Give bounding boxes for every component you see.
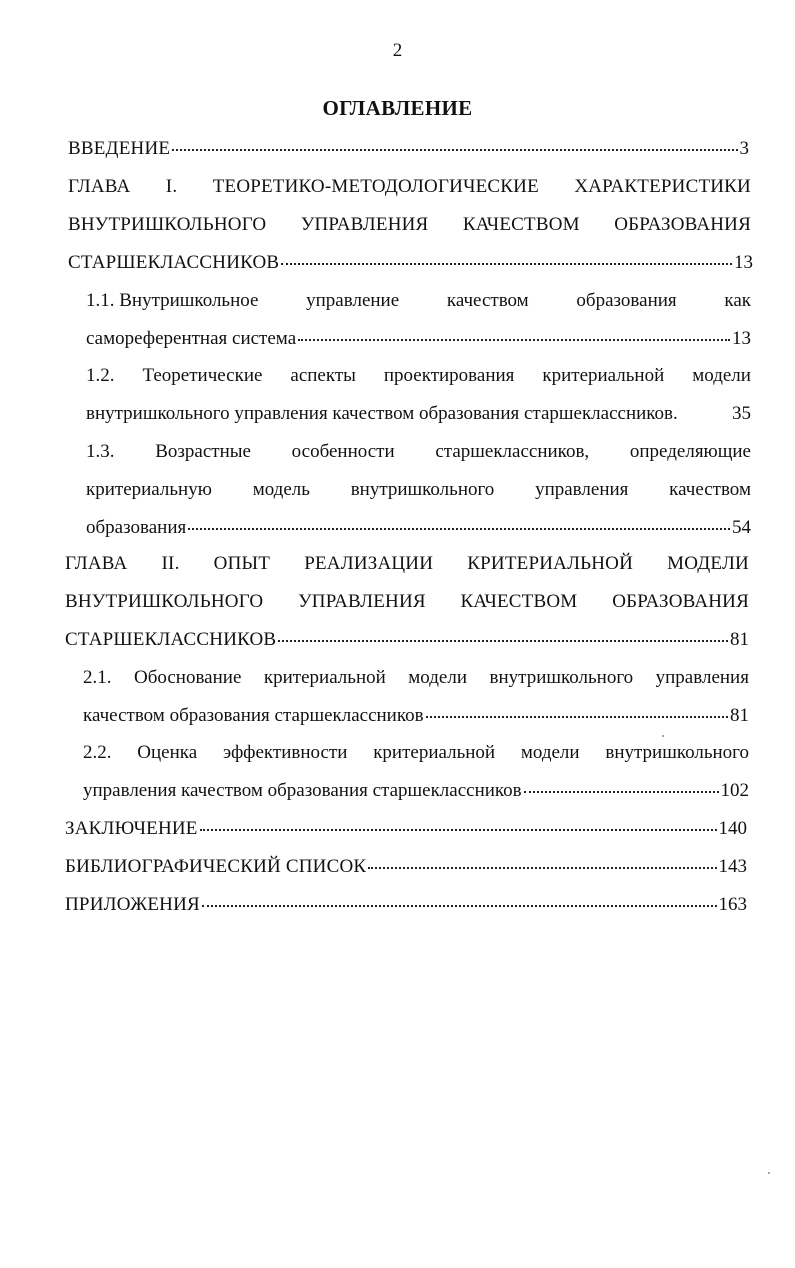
toc-entry-word: 1.2. (86, 365, 115, 386)
leader-dots (368, 848, 716, 869)
toc-entry-word: ХАРАКТЕРИСТИКИ (574, 176, 751, 197)
toc-page-number: 81 (730, 629, 749, 650)
toc-entry-word: модели (408, 667, 468, 688)
toc-entry-word: управления (535, 479, 629, 500)
toc-entry-label: самореферентная система (86, 328, 297, 349)
scan-speck (662, 735, 664, 737)
toc-entry-word: проектирования (383, 365, 515, 386)
toc-entry-word: МОДЕЛИ (667, 553, 749, 574)
toc-page-number: 3 (739, 138, 749, 159)
toc-entry-label: внутришкольного управления качеством образования старшеклассников. (86, 403, 678, 424)
toc-entry-word: управления (655, 667, 749, 688)
toc-page-number: 81 (730, 705, 749, 726)
toc-entry-word: 1.1. Внутришкольное (86, 290, 259, 311)
scan-speck (768, 1172, 770, 1174)
leader-dots (281, 244, 732, 265)
toc-entry-word: РЕАЛИЗАЦИИ (304, 553, 434, 574)
toc-entry-word: критериальной (542, 365, 665, 386)
toc-entry-word: внутришкольного (350, 479, 495, 500)
toc-entry-conclusion[interactable] (65, 810, 747, 848)
toc-page-number: 13 (734, 252, 753, 273)
toc-page-number: 13 (732, 328, 751, 349)
toc-entry-word: особенности (291, 441, 395, 462)
toc-entry-word: КРИТЕРИАЛЬНОЙ (467, 553, 634, 574)
toc-entry-word: как (724, 290, 751, 311)
toc-entry-word: ВНУТРИШКОЛЬНОГО (68, 214, 267, 235)
toc-entry-section-2-2[interactable] (83, 734, 749, 810)
leader-dots (298, 320, 730, 341)
toc-entry-section-2-1[interactable] (83, 659, 749, 735)
toc-entry-section-1-2[interactable] (86, 357, 751, 433)
toc-entry-word: критериальную (86, 479, 212, 500)
toc-entry-word: Возрастные (155, 441, 251, 462)
toc-entry-appendices[interactable] (65, 886, 747, 924)
toc-entry-label: качеством образования старшеклассников (83, 705, 424, 726)
toc-page-number: 54 (732, 517, 751, 538)
toc-entry-word: ОБРАЗОВАНИЯ (614, 214, 751, 235)
toc-entry-word: модель (252, 479, 310, 500)
toc-entry-label: образования (86, 517, 187, 538)
toc-entry-word: качеством (446, 290, 529, 311)
toc-entry-introduction[interactable] (68, 130, 749, 168)
toc-entry-chapter-1[interactable] (68, 168, 751, 282)
toc-entry-word: ОПЫТ (213, 553, 271, 574)
toc-entry-word: Теоретические (142, 365, 263, 386)
toc-entry-word: ГЛАВА (65, 553, 128, 574)
toc-entry-word: 1.3. (86, 441, 115, 462)
toc-entry-label: СТАРШЕКЛАССНИКОВ (65, 629, 277, 650)
toc-entry-word: II. (161, 553, 180, 574)
toc-page-number: 35 (732, 403, 751, 424)
page-number: 2 (392, 40, 403, 61)
toc-entry-word: 2.2. (83, 742, 112, 763)
leader-dots (278, 621, 728, 642)
toc-entry-word: ТЕОРЕТИКО-МЕТОДОЛОГИЧЕСКИЕ (212, 176, 539, 197)
toc-entry-word: Оценка (137, 742, 198, 763)
toc-entry-word: УПРАВЛЕНИЯ (298, 591, 426, 612)
toc-entry-word: I. (165, 176, 178, 197)
toc-entry-word: ОБРАЗОВАНИЯ (612, 591, 749, 612)
toc-entry-word: ГЛАВА (68, 176, 131, 197)
leader-dots (172, 130, 737, 151)
toc-page-number: 140 (718, 818, 747, 839)
toc-entry-word: 2.1. (83, 667, 112, 688)
toc-entry-label: ЗАКЛЮЧЕНИЕ (65, 818, 198, 839)
toc-entry-word: критериальной (373, 742, 496, 763)
toc-entry-label: ВВЕДЕНИЕ (68, 138, 171, 159)
toc-entry-bibliography[interactable] (65, 848, 747, 886)
toc-entry-word: внутришкольного (605, 742, 749, 763)
toc-entry-word: ВНУТРИШКОЛЬНОГО (65, 591, 264, 612)
toc-entry-word: Обоснование (134, 667, 242, 688)
leader-dots (188, 509, 730, 530)
toc-entry-word: управление (306, 290, 400, 311)
toc-entry-chapter-2[interactable] (65, 545, 749, 659)
toc-entry-word: модели (520, 742, 580, 763)
toc-page-number: 102 (720, 780, 749, 801)
toc-page-number: 163 (718, 894, 747, 915)
toc-entry-word: внутришкольного (489, 667, 634, 688)
toc-entry-word: аспекты (290, 365, 356, 386)
leader-dots (202, 886, 717, 907)
toc-entry-word: КАЧЕСТВОМ (460, 591, 578, 612)
toc-entry-label: управления качеством образования старшеклассников (83, 780, 522, 801)
toc-page-number: 143 (718, 856, 747, 877)
toc-entry-word: старшеклассников, (435, 441, 590, 462)
leader-dots (524, 772, 719, 793)
toc-entry-label: СТАРШЕКЛАССНИКОВ (68, 252, 280, 273)
leader-dots (200, 810, 717, 831)
toc-entry-word: УПРАВЛЕНИЯ (300, 214, 429, 235)
toc-entry-word: критериальной (263, 667, 386, 688)
toc-entry-word: качеством (669, 479, 751, 500)
toc-entry-section-1-3[interactable] (86, 433, 751, 547)
toc-entry-word: КАЧЕСТВОМ (462, 214, 580, 235)
toc-entry-section-1-1[interactable] (86, 282, 751, 358)
toc-entry-word: модели (692, 365, 751, 386)
toc-entry-word: эффективности (222, 742, 348, 763)
toc-entry-word: образования (576, 290, 677, 311)
toc-entry-label: БИБЛИОГРАФИЧЕСКИЙ СПИСОК (65, 856, 367, 877)
leader-dots (426, 697, 728, 718)
page-title: ОГЛАВЛЕНИЕ (322, 96, 473, 120)
toc-entry-label: ПРИЛОЖЕНИЯ (65, 894, 200, 915)
toc-entry-word: определяющие (629, 441, 751, 462)
